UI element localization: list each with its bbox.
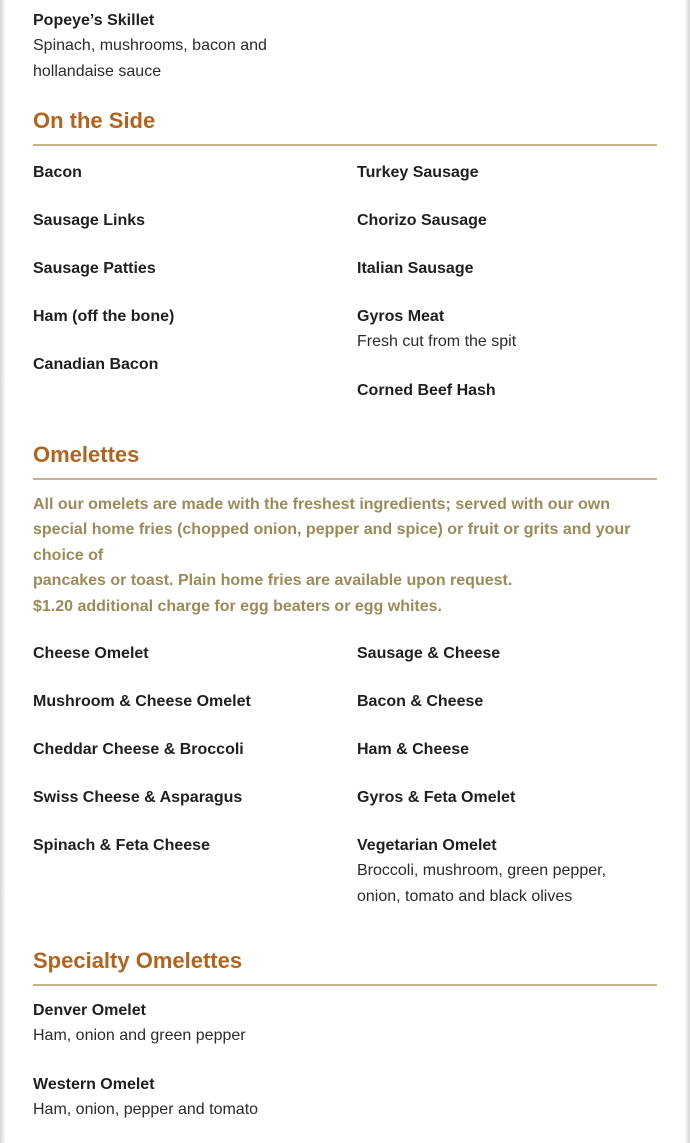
section-title: Omelettes (33, 441, 140, 467)
omelettes-column-left (33, 641, 357, 932)
section-title: On the Side (33, 108, 156, 133)
item-name: Western Omelet (33, 1075, 155, 1093)
menu-item-popeyes-skillet (33, 0, 657, 84)
item-name: Denver Omelet (33, 1002, 146, 1019)
section-on-the-side (33, 107, 657, 426)
item-name: Cheddar Cheese & Broccoli (33, 741, 244, 758)
item-name: Corned Beef Hash (357, 381, 496, 399)
note-line: special home fries (chopped onion, pepper and spice) or fruit or grits and your (33, 521, 631, 538)
page-edge-left (0, 0, 6, 1143)
menu-item (357, 737, 657, 762)
item-name: Sausage Patties (33, 260, 156, 277)
item-name: Cheese Omelet (33, 645, 149, 662)
omelettes-column-right (357, 641, 657, 932)
item-desc: Ham, onion and green pepper (33, 1027, 246, 1044)
item-desc-line: Spinach, mushrooms, bacon and (33, 37, 267, 54)
item-name: Gyros Meat (357, 308, 445, 325)
menu-item (33, 1072, 657, 1123)
note-line: $1.20 additional charge for egg beaters or egg whites. (33, 597, 442, 615)
menu-item (33, 304, 357, 329)
item-desc-line: hollandaise sauce (33, 62, 162, 80)
page-edge-right (684, 0, 690, 1143)
item-name: Mushroom & Cheese Omelet (33, 693, 251, 710)
menu-item (357, 304, 657, 355)
menu-item (33, 352, 357, 377)
menu-item (33, 256, 357, 281)
section-divider (33, 478, 657, 480)
side-column-left (33, 160, 357, 426)
menu-item (33, 641, 357, 666)
menu-item (33, 208, 357, 233)
menu-item (357, 208, 657, 233)
menu-item (33, 998, 657, 1049)
item-desc-line: onion, tomato and black olives (357, 887, 573, 905)
item-desc: Fresh cut from the spit (357, 333, 517, 350)
section-title: Specialty Omelettes (33, 948, 243, 973)
side-items-grid (33, 160, 657, 426)
note-line: pancakes or toast. Plain home fries are available upon request. (33, 572, 513, 589)
item-name: Swiss Cheese & Asparagus (33, 789, 243, 806)
menu-item (357, 785, 657, 810)
item-name: Italian Sausage (357, 260, 474, 277)
item-name: Ham & Cheese (357, 741, 470, 758)
item-name: Bacon & Cheese (357, 693, 484, 710)
section-omelettes (33, 441, 657, 933)
menu-item (357, 833, 657, 909)
item-name: Ham (off the bone) (33, 308, 175, 325)
item-name: Turkey Sausage (357, 164, 479, 181)
item-desc: Ham, onion, pepper and tomato (33, 1100, 259, 1118)
menu-item (357, 641, 657, 666)
menu-item (357, 689, 657, 714)
menu-item (33, 833, 357, 858)
menu-item (33, 737, 357, 762)
menu-item (33, 785, 357, 810)
section-divider (33, 984, 657, 986)
item-name: Canadian Bacon (33, 356, 159, 373)
note-line: choice of (33, 546, 104, 564)
menu-content (33, 0, 657, 1122)
item-desc-line: Broccoli, mushroom, green pepper, (357, 862, 607, 879)
item-name: Spinach & Feta Cheese (33, 837, 210, 854)
menu-item (357, 256, 657, 281)
menu-item (357, 160, 657, 185)
item-name: Sausage & Cheese (357, 645, 501, 662)
omelettes-note (33, 492, 657, 620)
menu-item (357, 378, 657, 403)
item-name: Chorizo Sausage (357, 212, 487, 229)
menu-item (33, 160, 357, 185)
menu-item (33, 689, 357, 714)
side-column-right (357, 160, 657, 426)
section-divider (33, 144, 657, 146)
item-name: Gyros & Feta Omelet (357, 789, 516, 806)
section-specialty-omelettes (33, 947, 657, 1122)
omelettes-items-grid (33, 641, 657, 932)
item-name: Sausage Links (33, 212, 146, 229)
item-name: Vegetarian Omelet (357, 837, 497, 854)
item-name: Popeye’s Skillet (33, 12, 155, 29)
note-line: All our omelets are made with the freshest ingredients; served with our own (33, 495, 611, 513)
item-name: Bacon (33, 164, 82, 181)
